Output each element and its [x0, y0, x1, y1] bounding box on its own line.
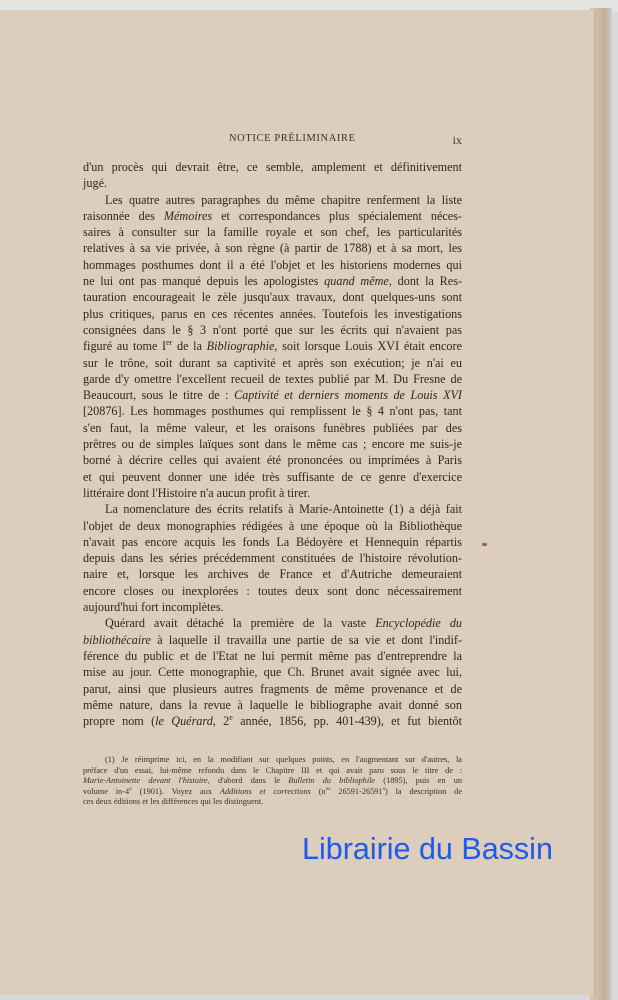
text-line	[83, 240, 462, 256]
text-segment: de la	[172, 339, 207, 354]
text-segment: jugé.	[83, 176, 108, 191]
text-segment: , d'abord dans le	[207, 776, 289, 786]
text-segment: hommages posthumes dont il a été l'objet et les historiens modernes qui	[83, 257, 462, 272]
text-segment: borné à décrire celles qui avaient été prononcées ou imprimées à Paris	[83, 453, 462, 468]
text-segment: littéraire dont l'Histoire n'a aucun profit à tirer.	[83, 485, 311, 500]
text-segment: ne lui ont pas manqué depuis les apologistes	[83, 274, 325, 289]
text-segment: ces deux éditions et les différences qui les distinguent.	[83, 797, 264, 807]
text-line	[83, 338, 462, 354]
text-segment: , dont la Res-	[388, 274, 462, 289]
italic-text: Bulletin du bibliophile	[288, 776, 376, 786]
text-segment: 26591-26591	[330, 786, 383, 796]
superscript: a	[382, 786, 385, 793]
text-segment: La nomenclature des écrits relatifs à Marie-Antoinette (1) a déjà fait	[105, 502, 462, 517]
text-segment: (1901). Voyez aux	[131, 786, 220, 796]
text-line	[83, 371, 462, 387]
text-segment: et qui peuvent donner une idée très suffisante de ce genre d'exercice	[83, 469, 462, 484]
text-segment: (1895), puis en un	[375, 776, 462, 786]
text-line	[83, 159, 462, 175]
text-line	[83, 306, 462, 322]
footnote-line	[83, 755, 462, 766]
italic-text: Mémoires	[163, 208, 213, 223]
text-segment: s'en faut, la même valeur, et les oraisons funèbres publiées par des	[83, 420, 462, 435]
text-line	[83, 355, 462, 371]
text-segment: encore closes ou inexplorées : toutes deux sont donc nécessairement	[83, 583, 462, 598]
footnotes	[83, 755, 462, 808]
text-segment: même nature, dans la revue à laquelle le bibliographe avait donné son	[83, 697, 462, 712]
text-segment: (n	[310, 786, 326, 796]
text-line	[83, 403, 462, 419]
text-segment: tauration encourageait le zèle jusqu'aux travaux, dont quelques-uns sont	[83, 290, 462, 305]
text-line	[83, 273, 462, 289]
italic-text: Additions et corrections	[219, 786, 311, 796]
footnote-line	[83, 776, 462, 787]
page-number: ix	[452, 133, 462, 147]
text-line	[83, 452, 462, 468]
text-line	[83, 208, 462, 224]
text-line	[83, 436, 462, 452]
italic-text: Encyclopédie du	[375, 616, 463, 631]
text-segment: préface d'un essai, lui-même refondu dans le Chapitre III et qui avait paru sous le titre de :	[83, 765, 462, 775]
text-line	[83, 192, 462, 208]
text-line	[83, 289, 462, 305]
text-segment: plus critiques, parus en ces récentes années. Toutefois les investigations	[83, 306, 462, 321]
text-segment: consignées dans le § 3 n'ont porté que sur les écrits qui n'avaient pas	[83, 322, 462, 337]
text-segment: Beaucourt, sous le titre de :	[83, 388, 235, 403]
superscript: os	[325, 786, 331, 793]
footnote-line	[83, 787, 462, 798]
text-segment: Quérard avait détaché la première de la vaste	[105, 616, 376, 631]
text-segment: volume in-4	[83, 786, 130, 796]
text-line	[83, 501, 462, 517]
superscript: er	[166, 338, 173, 348]
text-segment: mise au jour. Cette monographie, que Ch. Brunet avait signée avec lui,	[83, 665, 462, 680]
text-segment: d'un procès qui devrait être, ce semble, amplement et définitivement	[83, 160, 462, 174]
text-segment: n'avait pas encore acquis les fonds La Bédoyère et Hennequin répartis	[83, 534, 462, 549]
running-header	[83, 133, 462, 149]
text-line	[83, 681, 462, 697]
italic-text: le Quérard	[155, 714, 213, 729]
text-segment: saires à consulter sur la famille royale et son chef, les particularités	[83, 225, 462, 240]
text-segment: année, 1856, pp. 401-439), et fut bientôt	[232, 714, 462, 729]
footnote-line	[83, 766, 462, 777]
italic-text: bibliothécaire	[83, 632, 151, 647]
text-line	[83, 518, 462, 534]
running-title: NOTICE PRÉLIMINAIRE	[229, 133, 356, 144]
text-segment: depuis dans les séries précédemment constituées de l'histoire révolution-	[83, 551, 462, 566]
footnote-line	[83, 797, 462, 808]
italic-text: Bibliographie,	[206, 339, 278, 354]
text-segment: figuré au tome I	[83, 339, 167, 354]
text-segment: prêtres ou de simples laïques sont dans le même cas ; encore me suis-je	[83, 437, 462, 452]
text-segment: férence du public et de l'Etat ne lui permit même pas d'entreprendre la	[83, 648, 462, 663]
text-line	[83, 387, 462, 403]
superscript: e	[229, 713, 233, 723]
text-segment: l'objet de deux monographies rédigées à une époque où la Bibliothèque	[83, 518, 462, 533]
italic-text: Marie-Antoinette devant l'histoire	[83, 776, 208, 786]
text-line	[83, 534, 462, 550]
text-segment: (1) Je réimprime ici, en la modifiant sur quelques points, en l'augmentant sur d'autres, la	[105, 755, 462, 764]
text-line	[83, 648, 462, 664]
text-segment: à laquelle il travailla une partie de sa vie et dont l'indif-	[150, 632, 462, 647]
text-segment: garde d'y omettre l'excellent recueil de textes publié par M. Du Fresne de	[83, 371, 462, 386]
text-line	[83, 550, 462, 566]
text-line	[83, 583, 462, 599]
superscript: o	[129, 786, 132, 793]
text-segment: , 2	[212, 714, 230, 729]
text-segment: aujourd'hui fort incomplètes.	[83, 600, 224, 615]
watermark: Librairie du Bassin	[302, 832, 553, 866]
text-line	[83, 420, 462, 436]
text-line	[83, 713, 462, 729]
text-segment: propre nom (	[83, 714, 156, 729]
text-segment: [20876]. Les hommages posthumes qui remplissent le § 4 n'ont pas, tant	[83, 404, 462, 419]
text-line	[83, 632, 462, 648]
text-line	[83, 664, 462, 680]
text-line	[83, 566, 462, 582]
text-segment: relatives à sa vie privée, à son règne (à partir de 1788) et à sa mort, les	[83, 241, 462, 256]
text-line	[83, 322, 462, 338]
text-line	[83, 175, 462, 191]
text-segment: parut, ainsi que plusieurs autres fragments de même provenance et de	[83, 681, 462, 696]
text-line	[83, 469, 462, 485]
italic-text: quand même	[324, 274, 389, 289]
paper-stain	[482, 543, 487, 546]
text-segment: Les quatre autres paragraphes du même chapitre renferment la liste	[105, 192, 462, 207]
text-line	[83, 615, 462, 631]
italic-text: Captivité et derniers moments de Louis XVI	[234, 388, 462, 403]
text-segment: sur le trône, soit durant sa captivité et après son exécution; je n'ai eu	[83, 355, 462, 370]
text-segment: et correspondances plus spécialement néces-	[212, 208, 462, 223]
text-line	[83, 697, 462, 713]
text-line	[83, 257, 462, 273]
text-line	[83, 224, 462, 240]
text-segment: raisonnée des	[83, 208, 164, 223]
text-segment: naire et, lorsque les archives de France et d'Autriche demeuraient	[83, 567, 462, 582]
text-segment: soit lorsque Louis XVI était encore	[277, 339, 462, 354]
text-segment: ) la description de	[384, 786, 463, 796]
text-line	[83, 485, 462, 501]
main-text	[83, 159, 462, 729]
text-line	[83, 599, 462, 615]
